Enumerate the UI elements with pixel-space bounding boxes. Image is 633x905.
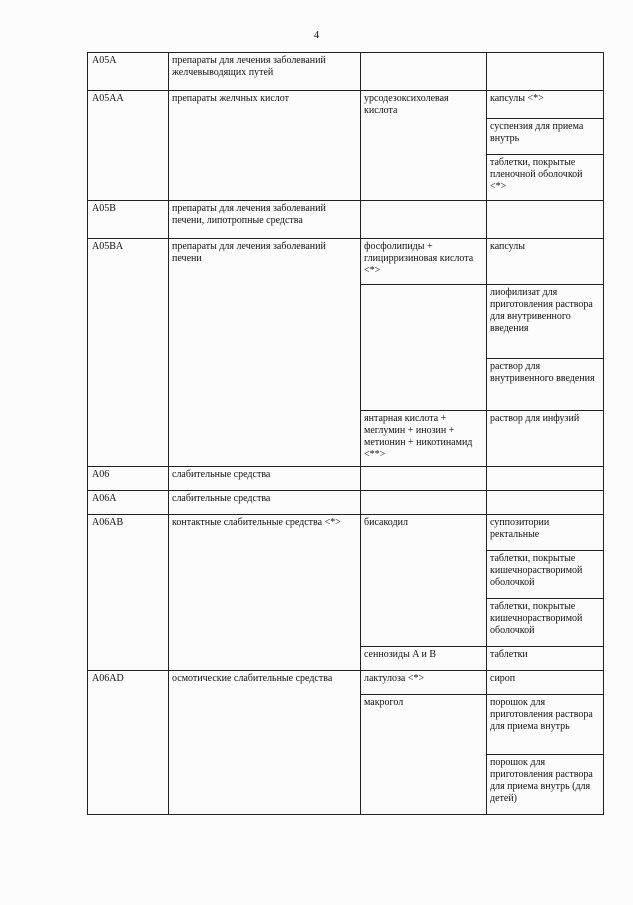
dosage-form-cell	[487, 53, 604, 91]
dosage-form-cell	[487, 467, 604, 491]
dosage-form-cell: лиофилизат для приготовления раствора для внутривенного введения	[487, 285, 604, 359]
dosage-form-cell	[487, 201, 604, 239]
table-row	[88, 671, 604, 695]
drug-name-cell: фосфолипиды + глицирризиновая кислота <*>	[361, 239, 487, 285]
table-row	[88, 239, 604, 285]
dosage-form-cell: таблетки, покрытые пленочной оболочкой <*>	[487, 155, 604, 201]
group-name-cell: осмотические слабительные средства	[169, 671, 361, 815]
table-row	[88, 491, 604, 515]
group-name-cell: препараты для лечения заболеваний печени, липотропные средства	[169, 201, 361, 239]
atc-code-cell: A06	[88, 467, 169, 491]
group-name-cell: контактные слабительные средства <*>	[169, 515, 361, 671]
group-name-cell: препараты желчных кислот	[169, 91, 361, 201]
dosage-form-cell: сироп	[487, 671, 604, 695]
dosage-form-cell: таблетки, покрытые кишечнорастворимой оболочкой	[487, 551, 604, 599]
group-name-cell: слабительные средства	[169, 491, 361, 515]
dosage-form-cell: капсулы <*>	[487, 91, 604, 119]
atc-code-cell: A06AB	[88, 515, 169, 671]
drug-name-cell	[361, 285, 487, 411]
drug-name-cell	[361, 201, 487, 239]
atc-code-cell: A05B	[88, 201, 169, 239]
dosage-form-cell: капсулы	[487, 239, 604, 285]
drug-name-cell	[361, 491, 487, 515]
atc-code-cell: A06AD	[88, 671, 169, 815]
atc-code-cell: A06A	[88, 491, 169, 515]
group-name-cell: препараты для лечения заболеваний печени	[169, 239, 361, 467]
drug-name-cell	[361, 467, 487, 491]
drug-name-cell: бисакодил	[361, 515, 487, 647]
atc-code-cell: A05A	[88, 53, 169, 91]
dosage-form-cell: суспензия для приема внутрь	[487, 119, 604, 155]
group-name-cell: слабительные средства	[169, 467, 361, 491]
drug-name-cell: урсодезоксихолевая кислота	[361, 91, 487, 201]
table-row	[88, 515, 604, 551]
table-row	[88, 91, 604, 119]
table-row	[88, 201, 604, 239]
drug-name-cell: янтарная кислота + меглумин + инозин + метионин + никотинамид <**>	[361, 411, 487, 467]
drug-name-cell: сеннозиды A и B	[361, 647, 487, 671]
dosage-form-cell: порошок для приготовления раствора для приема внутрь	[487, 695, 604, 755]
drug-name-cell: лактулоза <*>	[361, 671, 487, 695]
drug-name-cell	[361, 53, 487, 91]
table-row	[88, 467, 604, 491]
drug-name-cell: макрогол	[361, 695, 487, 815]
dosage-form-cell: раствор для внутривенного введения	[487, 359, 604, 411]
atc-code-cell: A05BA	[88, 239, 169, 467]
atc-code-cell: A05AA	[88, 91, 169, 201]
dosage-form-cell: суппозитории ректальные	[487, 515, 604, 551]
dosage-form-cell: раствор для инфузий	[487, 411, 604, 467]
drug-classification-table	[87, 52, 604, 815]
group-name-cell: препараты для лечения заболеваний желчевыводящих путей	[169, 53, 361, 91]
page-number: 4	[313, 29, 320, 41]
table-row	[88, 53, 604, 91]
dosage-form-cell: таблетки	[487, 647, 604, 671]
dosage-form-cell: порошок для приготовления раствора для приема внутрь (для детей)	[487, 755, 604, 815]
dosage-form-cell	[487, 491, 604, 515]
dosage-form-cell: таблетки, покрытые кишечнорастворимой оболочкой	[487, 599, 604, 647]
